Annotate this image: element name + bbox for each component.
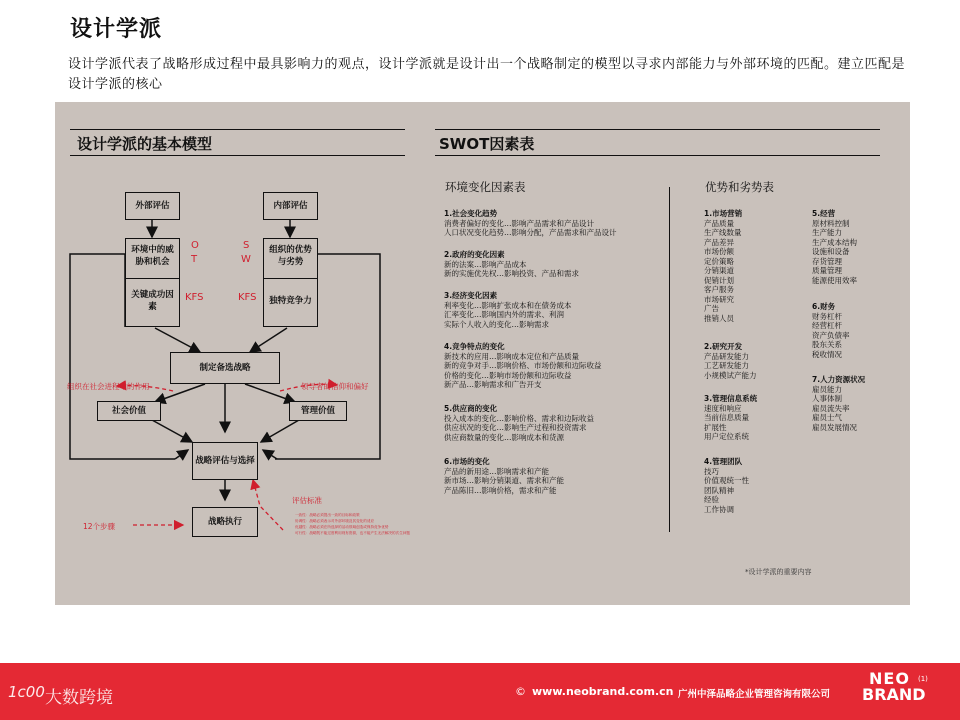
adv-item: 经验 bbox=[704, 495, 719, 504]
adv-block-title: 6.财务 bbox=[812, 302, 836, 311]
adv-item: 小规模试产能力 bbox=[704, 370, 757, 380]
env-block-title: 5.供应商的变化 bbox=[444, 404, 498, 413]
adv-item: 质量管理 bbox=[812, 266, 842, 275]
adv-block-finance bbox=[812, 302, 850, 359]
page-title: 设计学派 bbox=[70, 17, 163, 42]
adv-item: 财务杠杆 bbox=[812, 311, 842, 321]
eval-standard-notes bbox=[295, 512, 410, 536]
adv-item: 生产成本结构 bbox=[812, 237, 857, 247]
footer-bar bbox=[0, 663, 960, 720]
adv-item: 税收情况 bbox=[812, 349, 842, 359]
env-block-line: 价格的变化…影响市场份额和边际收益 bbox=[444, 370, 572, 380]
env-block-line: 投入成本的变化…影响价格、需求和边际收益 bbox=[444, 413, 594, 423]
tiny-note-1: 一致性：战略必须提出一致的目标和政策 bbox=[295, 513, 360, 517]
env-block-title: 3.经济变化因素 bbox=[444, 291, 498, 300]
key-success-label: 关键成功因素 bbox=[126, 278, 179, 313]
label-s: S bbox=[243, 240, 250, 251]
env-block-line: 供应商数量的变化…影响成本和货源 bbox=[444, 432, 564, 442]
env-head: 环境变化因素表 bbox=[445, 180, 526, 194]
external-eval-box: 外部评估 bbox=[125, 192, 180, 220]
env-block-title: 4.竞争特点的变化 bbox=[444, 342, 505, 351]
adv-item: 用户定位系统 bbox=[704, 432, 749, 441]
adv-item: 工作协调 bbox=[704, 504, 734, 514]
label-kfs-left: KFS bbox=[185, 292, 204, 303]
website-link[interactable]: www.neobrand.com.cn bbox=[532, 685, 674, 698]
adv-item: 设施和设备 bbox=[812, 247, 850, 256]
adv-item: 股东关系 bbox=[812, 340, 842, 349]
env-block-3 bbox=[444, 291, 572, 329]
adv-item: 雇员发展情况 bbox=[812, 422, 857, 432]
adv-block-title: 7.人力资源状况 bbox=[812, 375, 866, 384]
env-block-line: 新市场…影响分销渠道、需求和产能 bbox=[444, 476, 564, 485]
env-block-2 bbox=[444, 250, 579, 279]
footnote: *设计学派的重要内容 bbox=[745, 568, 812, 576]
env-block-line: 新技术的应用…影响成本定位和产品质量 bbox=[444, 351, 579, 361]
env-block-6 bbox=[444, 457, 564, 495]
env-block-line: 实际个人收入的变化…影响需求 bbox=[444, 319, 549, 329]
adv-block-title: 4.管理团队 bbox=[704, 457, 743, 466]
adv-item: 存货管理 bbox=[812, 256, 842, 266]
internal-eval-box: 内部评估 bbox=[263, 192, 318, 220]
execute-box: 战略执行 bbox=[192, 507, 258, 537]
env-block-line: 利率变化…影响扩张成本和在债务成本 bbox=[444, 300, 572, 310]
adv-item: 产品研发能力 bbox=[704, 351, 749, 361]
right-column-box bbox=[263, 238, 318, 327]
label-w: W bbox=[241, 254, 251, 265]
adv-item: 工艺研发能力 bbox=[704, 361, 749, 370]
adv-item: 能源使用效率 bbox=[812, 275, 857, 285]
tiny-note-4: 可行性：战略既不能过度利用现有资源，也不能产生无法解决的次生问题 bbox=[295, 531, 410, 535]
env-block-title: 1.社会变化趋势 bbox=[444, 209, 498, 218]
neobrand-logo-top: NEO bbox=[869, 669, 910, 688]
adv-block-title: 1.市场营销 bbox=[704, 209, 743, 218]
adv-item: 雇员能力 bbox=[812, 384, 842, 394]
tiny-note-2: 协调性：战略必须表示对外部环境及其变化的适应 bbox=[295, 519, 375, 523]
env-block-line: 汇率变化…影响国内外的需求、利润 bbox=[444, 310, 564, 319]
social-role-label: 组织在社会进程中的作用 bbox=[67, 382, 150, 391]
left-brand-text: 大数跨境 bbox=[45, 688, 113, 708]
env-block-5 bbox=[444, 404, 594, 442]
eval-standard-label: 评估标准 bbox=[292, 496, 322, 505]
adv-item: 价值观统一性 bbox=[704, 476, 749, 485]
env-block-line: 新的法案…影响产品成本 bbox=[444, 259, 527, 269]
company-name: 广州中泽品略企业管理咨询有限公司 bbox=[678, 689, 831, 700]
env-block-line: 新产品…影响需求和广告开支 bbox=[444, 380, 542, 389]
label-o: O bbox=[191, 240, 199, 251]
adv-item: 定价策略 bbox=[704, 256, 734, 266]
make-strategy-box: 制定备选战略 bbox=[170, 352, 280, 384]
column-divider bbox=[669, 187, 670, 532]
adv-block-team bbox=[704, 457, 749, 514]
adv-item: 市场研究 bbox=[704, 294, 734, 304]
env-block-line: 产品的新用途…影响需求和产能 bbox=[444, 466, 549, 476]
swot-title: SWOT因素表 bbox=[439, 135, 535, 153]
adv-block-hr bbox=[812, 375, 865, 432]
copyright-icon: © bbox=[515, 685, 526, 698]
env-block-title: 2.政府的变化因素 bbox=[444, 250, 505, 259]
manage-value-box: 管理价值 bbox=[289, 401, 347, 421]
leader-pref-label: 领导者的信仰和偏好 bbox=[301, 382, 369, 391]
adv-item: 速度和响应 bbox=[704, 403, 742, 413]
adv-item: 市场份额 bbox=[704, 247, 734, 256]
adv-item: 雇员士气 bbox=[812, 413, 842, 422]
env-threats-label: 环境中的威胁和机会 bbox=[131, 245, 174, 267]
label-t: T bbox=[191, 254, 198, 265]
social-value-box: 社会价值 bbox=[97, 401, 161, 421]
adv-item: 产品质量 bbox=[704, 218, 734, 228]
twelve-steps-label: 12个步骤 bbox=[83, 522, 116, 531]
left-logo-mark: 1c00 bbox=[8, 683, 45, 701]
right-title-rule bbox=[435, 129, 880, 130]
adv-item: 生产能力 bbox=[812, 228, 842, 237]
env-block-line: 新的竞争对手…影响价格、市场份额和边际收益 bbox=[444, 361, 602, 370]
tiny-note-3: 优越性：战略必须在所选择的活动领域创造或保持竞争优势 bbox=[295, 525, 389, 529]
adv-item: 技巧 bbox=[704, 466, 719, 476]
eval-select-box: 战略评估与选择 bbox=[192, 442, 258, 480]
org-strength-label: 组织的优势与劣势 bbox=[269, 245, 312, 267]
content-panel bbox=[55, 102, 910, 605]
adv-block-title: 5.经营 bbox=[812, 209, 836, 218]
adv-block-marketing bbox=[704, 209, 742, 323]
env-block-line: 人口状况变化趋势…影响分配，产品需求和产品设计 bbox=[444, 228, 617, 237]
adv-block-rnd bbox=[704, 342, 757, 380]
env-block-4 bbox=[444, 342, 602, 390]
adv-item: 生产线数量 bbox=[704, 228, 742, 237]
adv-item: 分销渠道 bbox=[704, 266, 734, 275]
env-block-line: 消费者偏好的变化…影响产品需求和产品设计 bbox=[444, 218, 594, 228]
adv-item: 当前信息质量 bbox=[704, 413, 749, 422]
adv-block-operations bbox=[812, 209, 857, 285]
unique-comp-label: 独特竞争力 bbox=[264, 278, 317, 307]
env-block-line: 供应状况的变化…影响生产过程和投资需求 bbox=[444, 423, 587, 432]
adv-head: 优势和劣势表 bbox=[705, 180, 774, 194]
env-block-1 bbox=[444, 209, 617, 238]
neobrand-logo-bottom: BRAND bbox=[862, 685, 926, 704]
label-kfs-right: KFS bbox=[238, 292, 257, 303]
adv-item: 促销计划 bbox=[704, 275, 734, 285]
adv-item: 产品差异 bbox=[704, 237, 734, 247]
neobrand-logo-mark: (1) bbox=[918, 675, 928, 683]
adv-block-title: 2.研究开发 bbox=[704, 342, 743, 351]
adv-item: 雇员流失率 bbox=[812, 403, 850, 413]
adv-item: 客户服务 bbox=[704, 285, 734, 294]
env-block-line: 产品陈旧…影响价格，需求和产能 bbox=[444, 485, 557, 495]
intro-paragraph: 设计学派代表了战略形成过程中最具影响力的观点，设计学派就是设计出一个战略制定的模型以寻求内部能力与外部环境的匹配。建立匹配是设计学派的核心 bbox=[68, 57, 906, 92]
adv-item: 原材料控制 bbox=[812, 218, 850, 228]
adv-item: 资产负债率 bbox=[812, 330, 850, 340]
adv-item: 广告 bbox=[704, 304, 719, 313]
adv-item: 经营杠杆 bbox=[812, 321, 842, 330]
adv-block-title: 3.管理信息系统 bbox=[704, 394, 758, 403]
adv-item: 团队精神 bbox=[704, 485, 734, 495]
adv-block-mis bbox=[704, 394, 757, 442]
env-block-line: 新的实施优先权…影响投资、产品和需求 bbox=[444, 269, 579, 278]
env-block-title: 6.市场的变化 bbox=[444, 457, 490, 466]
model-title: 设计学派的基本模型 bbox=[77, 135, 213, 153]
adv-item: 推销人员 bbox=[704, 313, 734, 323]
right-title-underline bbox=[435, 155, 880, 156]
left-column-box bbox=[125, 238, 180, 327]
adv-item: 扩展性 bbox=[704, 422, 727, 432]
adv-item: 人事体制 bbox=[812, 394, 842, 403]
